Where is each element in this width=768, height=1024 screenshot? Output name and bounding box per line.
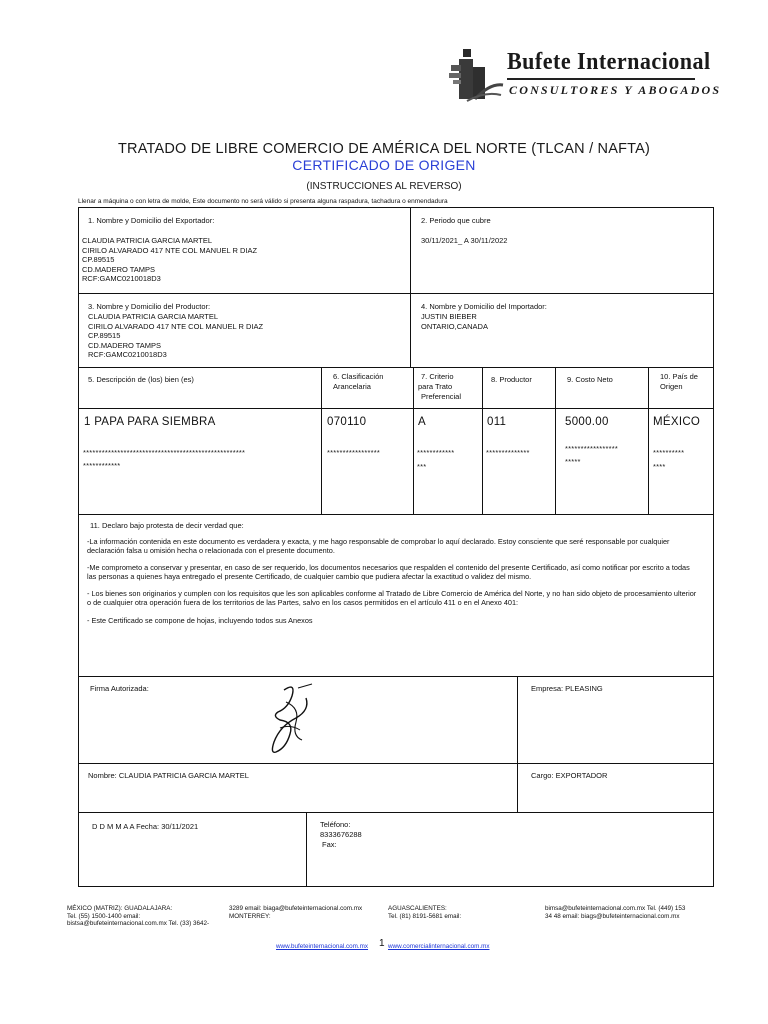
- exporter-line: CIRILO ALVARADO 417 NTE COL MANUEL R DIAZ: [82, 245, 258, 255]
- producer-line: CIRILO ALVARADO 417 NTE COL MANUEL R DIAZ: [88, 321, 264, 331]
- handwritten-signature: [266, 682, 318, 756]
- footer-contact: Tel. (55) 1500-1400 email:: [67, 912, 141, 920]
- footer-contact: Tel. (81) 8191-5681 email:: [388, 912, 462, 920]
- producer-line: CD.MADERO TAMPS: [88, 340, 162, 350]
- producer-line: RCF:GAMC0210018D3: [88, 350, 167, 359]
- col-header-criterion: Preferencial: [421, 392, 462, 401]
- exporter-line: CP.89515: [82, 255, 115, 264]
- company-logo: [445, 45, 722, 107]
- authorized-signature-label: Firma Autorizada:: [90, 684, 149, 693]
- document-title: TRATADO DE LIBRE COMERCIO DE AMÉRICA DEL NORTE (TLCAN / NAFTA): [117, 141, 651, 157]
- brand-tagline: CONSULTORES Y ABOGADOS: [509, 83, 722, 97]
- importer-line: ONTARIO,CANADA: [421, 321, 488, 331]
- exporter-line: RCF:GAMC0210018D3: [82, 274, 161, 283]
- producer-label: 3. Nombre y Domicilio del Productor:: [88, 302, 211, 311]
- col-header-country: Origen: [660, 382, 683, 391]
- producer-line: CP.89515: [88, 331, 121, 340]
- position-field: Cargo: EXPORTADOR: [531, 771, 608, 780]
- divider: [79, 676, 713, 677]
- instructions-note: (INSTRUCCIONES AL REVERSO): [306, 181, 462, 192]
- website-link[interactable]: www.bufeteinternacional.com.mx: [276, 943, 369, 950]
- col-header-producer: 8. Productor: [491, 375, 532, 384]
- goods-classification: 070110: [327, 416, 367, 428]
- phone-value: 8333676288: [320, 830, 362, 839]
- divider: [79, 367, 713, 368]
- divider: [79, 408, 713, 409]
- goods-classification-fill: *****************: [327, 448, 381, 457]
- declaration-label: 11. Declaro bajo protesta de decir verdad que:: [90, 521, 244, 530]
- goods-description-fill: ****************************************************: [83, 448, 246, 457]
- divider: [648, 368, 649, 514]
- divider: [79, 293, 713, 294]
- date-field: D D M M A A Fecha: 30/11/2021: [92, 822, 199, 831]
- declaration-paragraph: -Me comprometo a conservar y presentar, en caso de ser requerido, los documentos necesarios que respalden el contenido del presente Certificado, así como notificar por escrito a todas las personas a quienes haya entregado el presente Certificado, de cualquier cambio que pudiera afectar la exactitud o validez del mismo.: [87, 563, 690, 581]
- footer-contact: bistsa@bufeteinternacional.com.mx Tel. (33) 3642-: [67, 920, 210, 927]
- footer-contact: 3289 email: biaga@bufeteinternacional.com.mx: [229, 905, 363, 912]
- period-label: 2. Periodo que cubre: [421, 216, 491, 225]
- logo-mark-icon: [445, 45, 505, 105]
- website-link-secondary[interactable]: www.comercialinternacional.com.mx: [388, 943, 490, 950]
- goods-criterion-fill: ***: [417, 462, 427, 471]
- goods-net-cost: 5000.00: [565, 416, 609, 428]
- goods-net-cost-fill: *****************: [565, 444, 619, 453]
- name-field: Nombre: CLAUDIA PATRICIA GARCIA MARTEL: [88, 771, 249, 780]
- company-field: Empresa: PLEASING: [531, 684, 603, 693]
- col-header-country: 10. País de: [660, 372, 698, 381]
- goods-criterion-fill: ************: [417, 448, 455, 457]
- divider: [517, 677, 518, 813]
- brand-divider: [507, 78, 695, 80]
- importer-line: JUSTIN BIEBER: [421, 312, 477, 321]
- divider: [79, 763, 713, 764]
- importer-label: 4. Nombre y Domicilio del Importador:: [421, 302, 547, 311]
- declaration-paragraph: -La información contenida en este documento es verdadera y exacta, y me hago responsable de comprobar lo aquí declarado. Estoy consciente que seré responsable por cualquier declaración falsa u omisión hecha o relacionada con el presente documento.: [87, 537, 670, 555]
- goods-producer: 011: [487, 416, 507, 428]
- divider: [410, 208, 411, 368]
- divider: [79, 514, 713, 515]
- phone-label: Teléfono:: [320, 820, 351, 829]
- producer-line: CLAUDIA PATRICIA GARCIA MARTEL: [88, 312, 219, 321]
- declaration-paragraph: - Los bienes son originarios y cumplen con los requisitos que les son aplicables conforme al Tratado de Libre Comercio de América del Norte, y no han sido objeto de procesamiento ulterior o de cualquier otra operación fuera de los territorios de las Partes, salvo en los casos permitidos en el artículo 411 o en el Anexo 401:: [87, 589, 697, 607]
- document-subtitle: CERTIFICADO DE ORIGEN: [292, 157, 476, 173]
- exporter-label: 1. Nombre y Domicilio del Exportador:: [88, 216, 215, 225]
- period-value: 30/11/2021_ A 30/11/2022: [421, 236, 508, 245]
- exporter-line: CD.MADERO TAMPS: [82, 264, 156, 274]
- col-header-criterion: para Trato: [418, 382, 453, 391]
- exporter-line: CLAUDIA PATRICIA GARCIA MARTEL: [82, 236, 213, 245]
- goods-producer-fill: **************: [486, 448, 530, 457]
- col-header-classification: Arancelaria: [333, 382, 371, 391]
- col-header-criterion: 7. Criterio: [421, 372, 454, 381]
- divider: [413, 368, 414, 514]
- fill-instructions: Llenar a máquina o con letra de molde, Este documento no será válido si presenta alguna raspadura, tachadura o enmendadura: [78, 198, 448, 205]
- footer-contact: AGUASCALIENTES:: [388, 905, 447, 912]
- divider: [79, 812, 713, 813]
- fax-label: Fax:: [322, 840, 337, 849]
- goods-country-fill: ****: [653, 462, 666, 471]
- footer-contact: bimsa@bufeteinternacional.com.mx Tel. (449) 153: [545, 905, 686, 912]
- footer-contact: 34 48 email: biags@bufeteinternacional.com.mx: [545, 912, 680, 920]
- declaration-paragraph: - Este Certificado se compone de hojas, incluyendo todos sus Anexos: [87, 616, 313, 625]
- col-header-description: 5. Descripción de (los) bien (es): [88, 375, 194, 384]
- goods-country-fill: **********: [653, 448, 685, 457]
- goods-net-cost-fill: *****: [565, 457, 581, 466]
- goods-country: MÉXICO: [653, 416, 701, 428]
- brand-name: Bufete Internacional: [507, 49, 711, 75]
- goods-criterion: A: [418, 416, 426, 428]
- page-number: 1: [379, 938, 385, 949]
- divider: [306, 813, 307, 886]
- footer-contact: MONTERREY:: [229, 912, 271, 920]
- footer-contact: MÉXICO (MATRIZ): GUADALAJARA:: [67, 905, 173, 912]
- goods-description-fill: ************: [83, 461, 121, 470]
- goods-description: 1 PAPA PARA SIEMBRA: [84, 416, 216, 428]
- col-header-classification: 6. Clasificación: [333, 372, 384, 381]
- divider: [555, 368, 556, 514]
- divider: [321, 368, 322, 514]
- divider: [482, 368, 483, 514]
- col-header-net-cost: 9. Costo Neto: [567, 375, 613, 384]
